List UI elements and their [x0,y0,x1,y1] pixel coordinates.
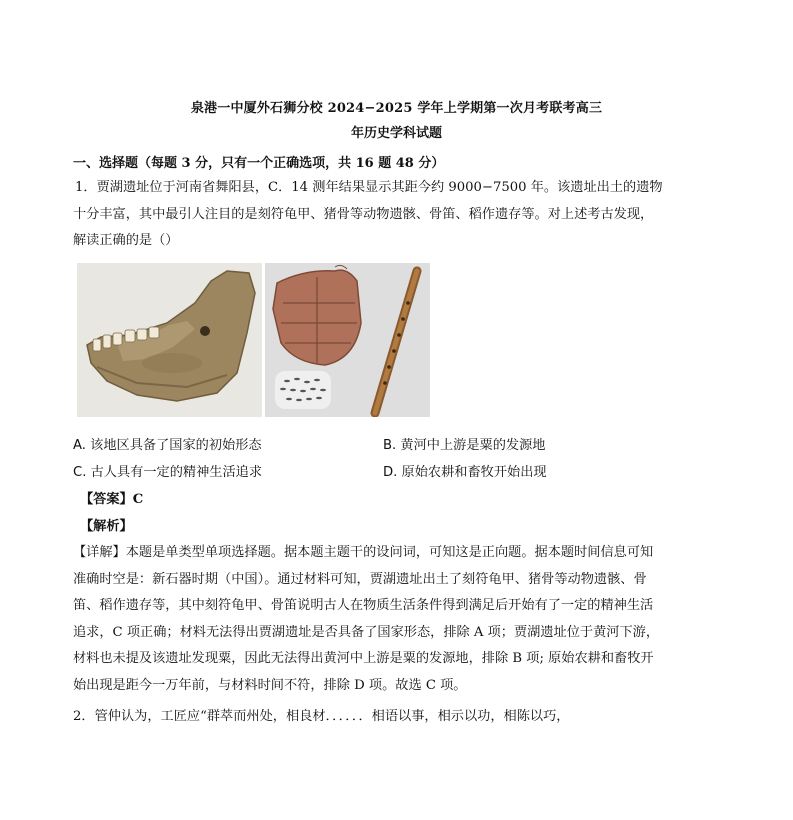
artifacts-photo [265,263,430,417]
question2-stem: 2．管仲认为，工匠应“群萃而州处，相良材．．．．．．相语以事，相示以功，相陈以巧， [73,709,570,724]
analysis-label: 【解析】 [80,519,133,534]
exam-title-line2: 年历史学科试题 [350,126,442,141]
exam-title-line1: 泉港一中厦外石狮分校 2024−2025 学年上学期第一次月考联考高三 [190,101,603,116]
option-a: A. 该地区具备了国家的初始形态 [73,438,262,453]
answer-label: 【答案】C [80,492,144,507]
option-d: D. 原始农耕和畜牧开始出现 [383,465,547,480]
option-b: B. 黄河中上游是粟的发源地 [383,438,546,453]
jawbone-photo [77,263,262,417]
section-heading: 一、选择题（每题 3 分，只有一个正确选项，共 16 题 48 分） [73,156,445,171]
question1-stem: 1．贾湖遗址位于河南省舞阳县，C．14 测年结果显示其距今约 9000−7500 年。该遗址出土的遗物十分丰富，其中最引人注目的是刻符龟甲、猪骨等动物遗骸、骨笛、稻作遗存等。对上述考古发现，解读正确的是（） [73,180,663,248]
option-c: C. 古人具有一定的精神生活追求 [73,465,263,480]
answer-detail: 【详解】本题是单类型单项选择题。据本题主题干的设问词，可知这是正向题。据本题时间信息可知准确时空是：新石器时期（中国）。通过材料可知，贾湖遗址出土了刻符龟甲、猪骨等动物遗骸、骨笛、稻作遗存等，其中刻符龟甲、骨笛说明古人在物质生活条件得到满足后开始有了一定的精神生活追求，C 项正确；材料无法得出贾湖遗址是否具备了国家形态，排除 A 项；贾湖遗址位于黄河下游，材料也未提及该遗址发现粟，因此无法得出黄河中上游是粟的发源地，排除 B 项; 原始农耕和畜牧开始出现是距今一万年前，与材料时间不符，排除 D 项。故选 C 项。 [73,545,660,693]
